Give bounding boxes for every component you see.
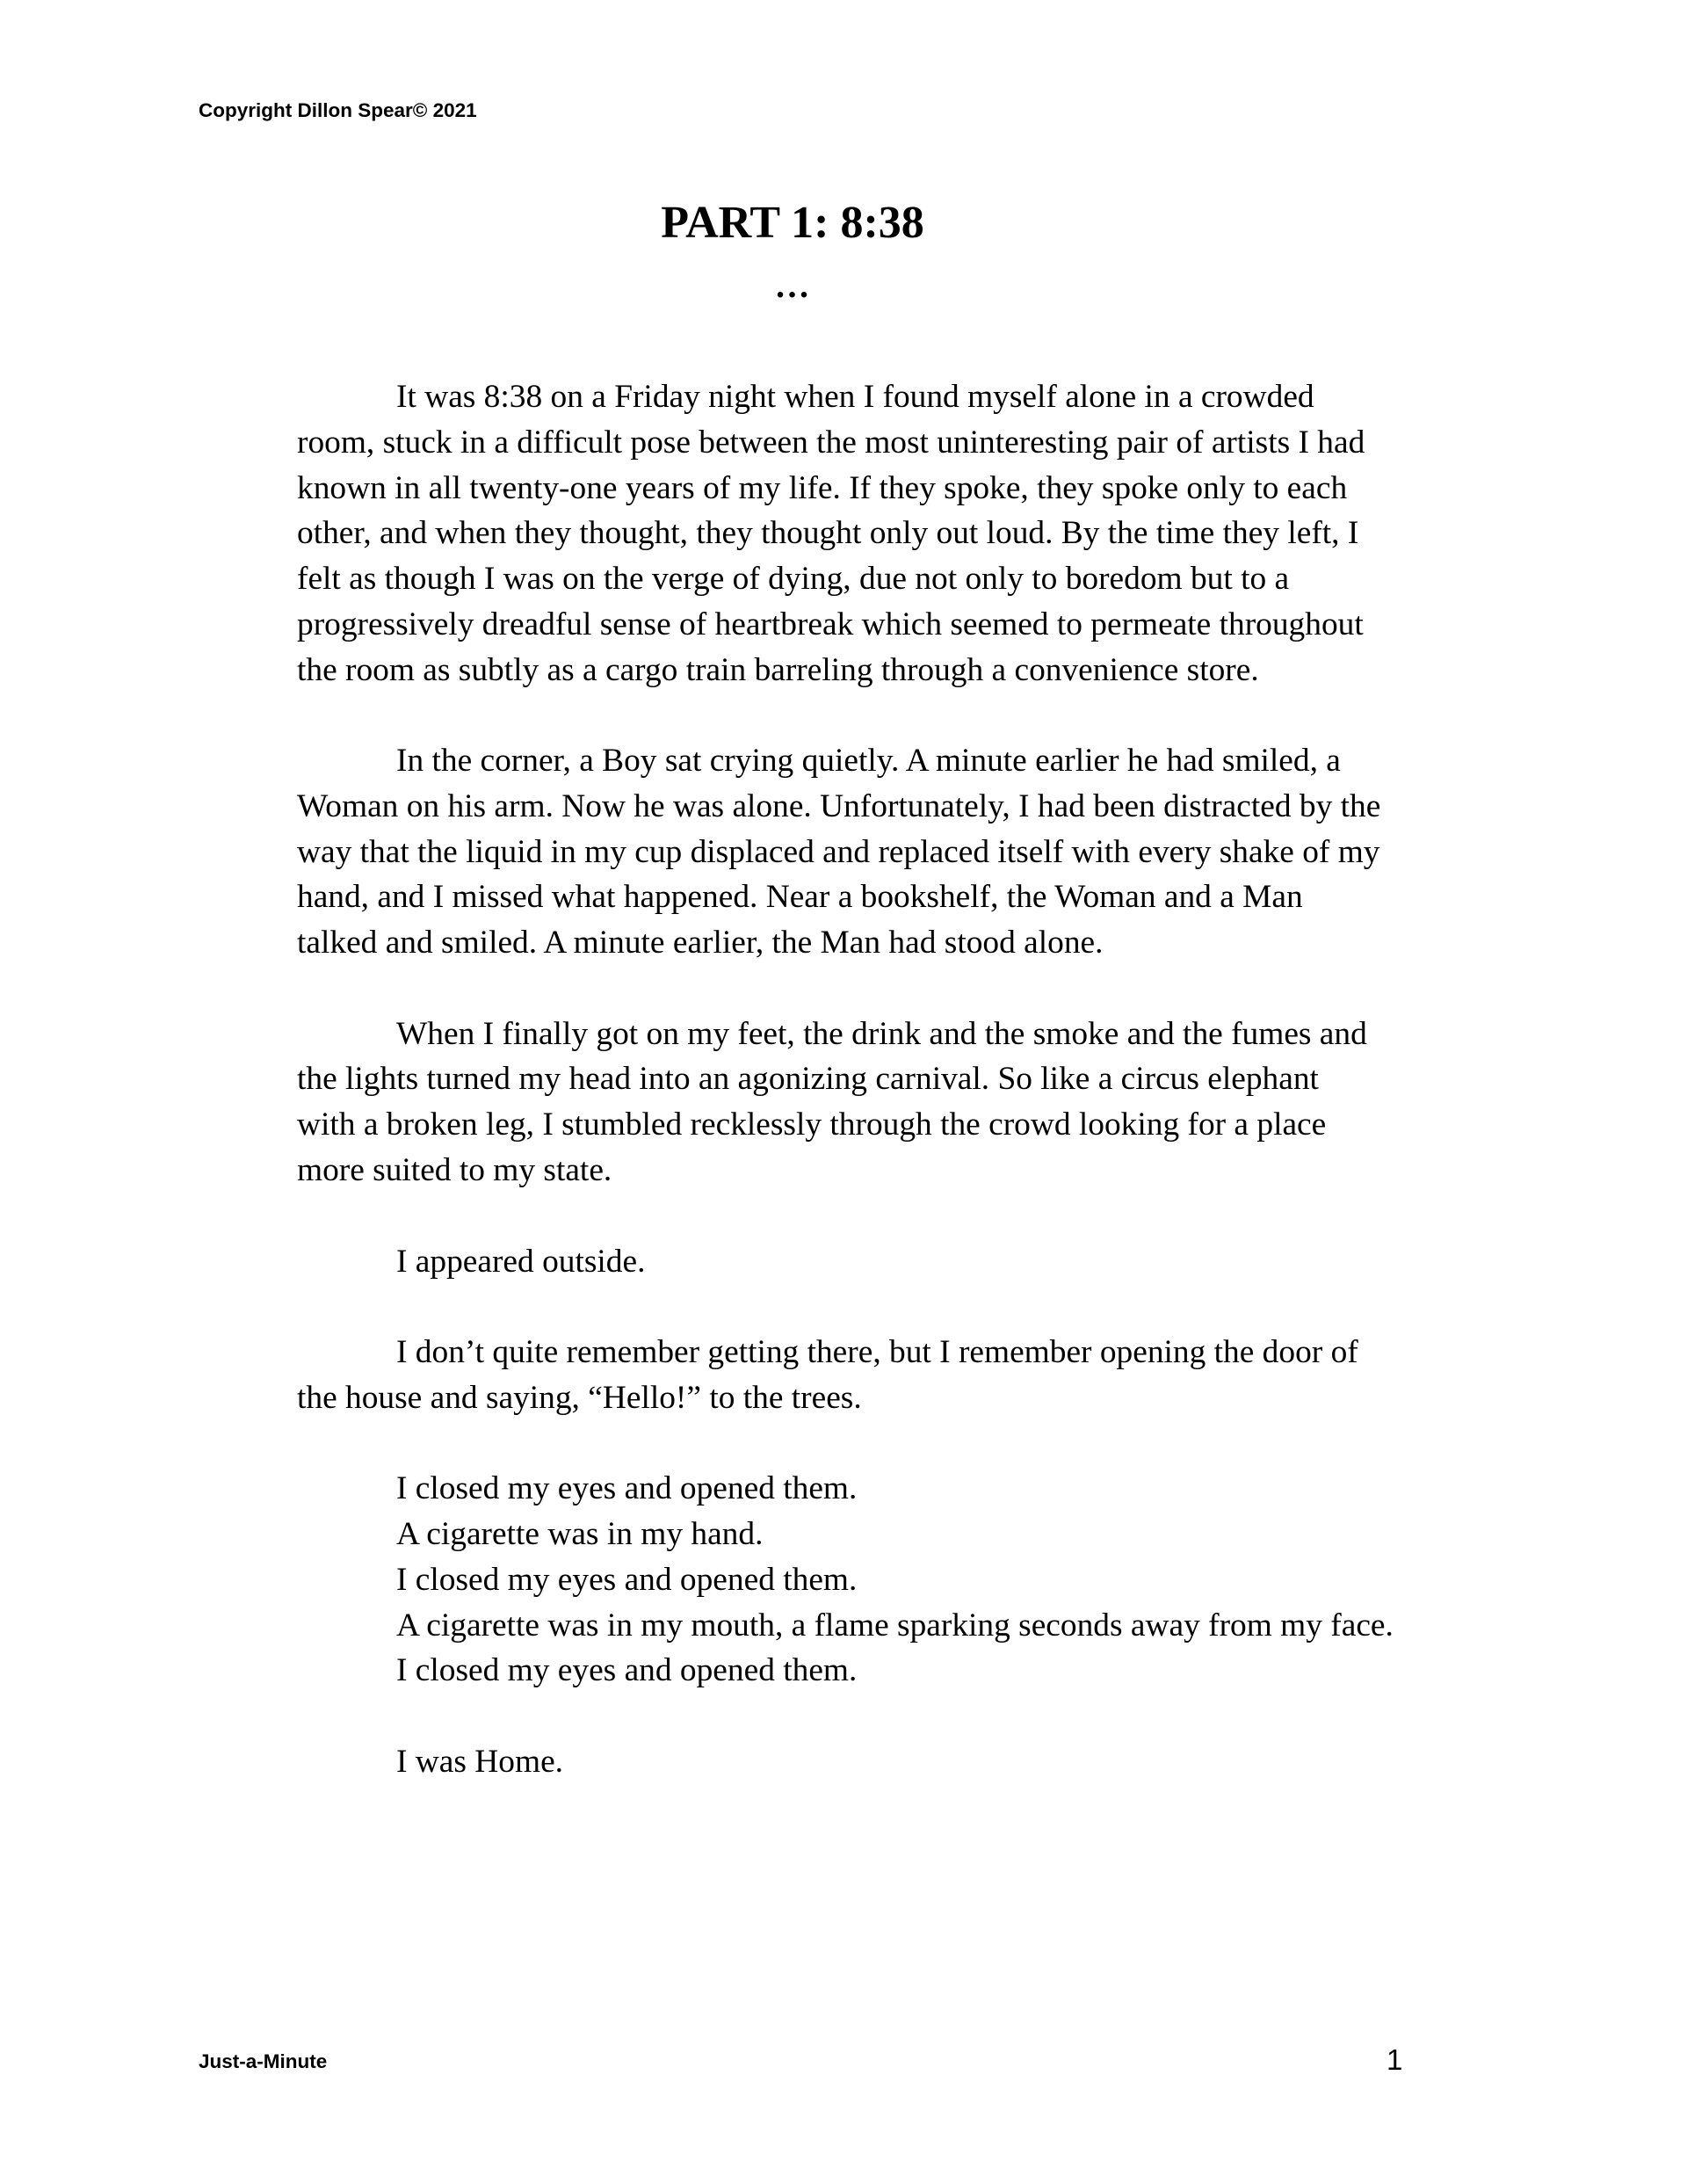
- paragraph-6-verse: [297, 1466, 1404, 1694]
- section-separator: …: [774, 265, 811, 305]
- paragraph-7: [297, 1739, 1404, 1785]
- text-line: I appeared outside.: [396, 1243, 646, 1280]
- text-line: A cigarette was in my hand.: [396, 1516, 764, 1553]
- text-line: progressively dreadful sense of heartbreak which seemed to permeate throughout: [297, 606, 1364, 642]
- text-line: the lights turned my head into an agonizing carnival. So like a circus elephant: [297, 1061, 1319, 1098]
- chapter-title: PART 1: 8:38: [661, 198, 924, 248]
- text-line: the room as subtly as a cargo train barreling through a convenience store.: [297, 651, 1259, 688]
- paragraph-1: [297, 374, 1404, 693]
- text-line: A cigarette was in my mouth, a flame sparking seconds away from my face.: [396, 1607, 1394, 1643]
- text-line: room, stuck in a difficult pose between the most uninteresting pair of artists I had: [297, 424, 1365, 461]
- text-line: felt as though I was on the verge of dying, due not only to boredom but to a: [297, 561, 1290, 598]
- paragraph-3: [297, 1012, 1404, 1194]
- text-line: way that the liquid in my cup displaced and replaced itself with every shake of my: [297, 833, 1380, 870]
- footer-title: Just-a-Minute: [199, 2050, 328, 2072]
- paragraph-4: [297, 1239, 1404, 1285]
- text-line: I was Home.: [396, 1743, 564, 1780]
- text-line: with a broken leg, I stumbled recklessly through the crowd looking for a place: [297, 1107, 1327, 1143]
- page-number: 1: [1387, 2043, 1403, 2076]
- text-line: talked and smiled. A minute earlier, the Man had stood alone.: [297, 925, 1104, 961]
- text-line: I closed my eyes and opened them.: [396, 1561, 858, 1598]
- text-line: more suited to my state.: [297, 1152, 612, 1189]
- text-line: I closed my eyes and opened them.: [396, 1652, 858, 1689]
- text-line: the house and saying, “Hello!” to the trees.: [297, 1379, 862, 1416]
- paragraph-5: [297, 1330, 1404, 1421]
- text-line: other, and when they thought, they thought only out loud. By the time they left, I: [297, 515, 1359, 552]
- text-line: I don’t quite remember getting there, but I remember opening the door of: [396, 1334, 1358, 1371]
- text-line: It was 8:38 on a Friday night when I found myself alone in a crowded: [396, 379, 1314, 415]
- text-line: When I finally got on my feet, the drink and the smoke and the fumes and: [396, 1015, 1367, 1052]
- text-line: hand, and I missed what happened. Near a bookshelf, the Woman and a Man: [297, 879, 1303, 916]
- paragraph-2: [297, 738, 1404, 966]
- text-line: known in all twenty-one years of my life. If they spoke, they spoke only to each: [297, 469, 1348, 506]
- text-line: In the corner, a Boy sat crying quietly. A minute earlier he had smiled, a: [396, 743, 1341, 780]
- text-line: I closed my eyes and opened them.: [396, 1470, 858, 1507]
- header-copyright: Copyright Dillon Spear© 2021: [199, 99, 477, 121]
- text-line: Woman on his arm. Now he was alone. Unfortunately, I had been distracted by the: [297, 787, 1381, 824]
- body-text: [297, 374, 1404, 1831]
